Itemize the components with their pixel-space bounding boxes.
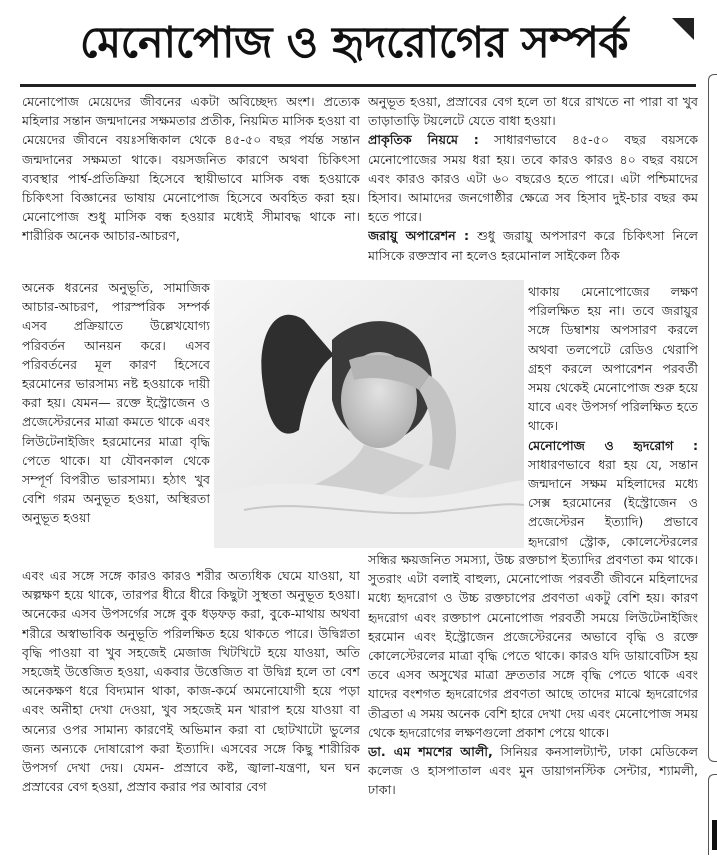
article-column-right-top — [368, 92, 698, 282]
paragraph-natural — [368, 130, 698, 226]
article-column-left-bottom — [22, 566, 360, 856]
article-column-left-top — [22, 92, 360, 278]
article-column-left-wrap — [22, 278, 210, 566]
paragraph-symptoms-continued: অনুভূত হওয়া, প্রস্রাবের বেগ হলে তা ধরে রাখতে না পারা বা খুব তাড়াতাড়ি টয়লেটে যেতে বাধা হওয়া। — [368, 94, 698, 129]
paragraph-uterus — [368, 226, 698, 264]
paragraph-heart — [528, 436, 698, 550]
headline-rule — [20, 84, 696, 87]
subheading-uterus-operation: জরায়ু অপারেশন : — [368, 228, 470, 244]
subheading-menopause-heart: মেনোপোজ ও হৃদরোগ : — [528, 437, 698, 453]
article-column-right-bottom — [368, 550, 698, 856]
adjacent-article-border — [708, 74, 717, 762]
woman-in-bed-illustration — [214, 280, 524, 548]
paragraph-intro: মেনোপোজ মেয়েদের জীবনের একটা অবিচ্ছেদ্য অংশ। প্রত্যেক মহিলার সন্তান জন্মদানের সক্ষমতার প্রতীক, নিয়মিত মাসিক হওয়া বা মেয়েদের জীবনে বয়ঃসন্ধিকাল থেকে ৪৫-৫০ বছর পর্যন্ত সন্তান জন্মদানের সক্ষমতা থাকে। বয়সজনিত কারণে অথবা চিকিৎসা ব্যবস্থার পার্শ্ব-প্রতিক্রিয়া হিসেবে স্থায়ীভাবে মাসিক বন্ধ হওয়াকে চিকিৎসা বিজ্ঞানের ভাষায় মেনোপোজ হিসেবে অবহিত করা হয়। মেনোপোজ শুধু মাসিক বন্ধ হওয়ার মধ্যেই সীমাবদ্ধ থাকে না। শারীরিক অনেক আচার-আচরণ, — [22, 94, 360, 244]
article-column-right-wrap — [528, 282, 698, 550]
article-headline: মেনোপোজ ও হৃদরোগের সম্পর্ক — [79, 18, 629, 68]
page-fold-corner — [672, 18, 694, 40]
paragraph-symptoms: এবং এর সঙ্গে সঙ্গে কারও কারও শরীর অত্যধিক ঘেমে যাওয়া, যা অল্পক্ষণ হয়ে থাকে, তারপর ধীরে ধীরে কিছুটা সুস্থতা অনুভূত হওয়া। অনেকের এসব উপসর্গের সঙ্গে বুক ধড়ফড় করা, বুকে-মাথায় অথবা শরীরে অস্বাভাবিক অনুভূতি পরিলক্ষিত হয়ে থাকতে পারে। উদ্বিগ্নতা বৃদ্ধি পাওয়া বা খুব সহজেই মেজাজ খিটখিটে হয়ে যাওয়া, অতি সহজেই উত্তেজিত হওয়া, একবার উত্তেজিত বা উদ্বিগ্ন হলে তা বেশ অনেকক্ষণ ধরে বিদ্যমান থাকা, কাজ-কর্মে অমনোযোগী হয়ে পড়া এবং অনীহা দেখা দেওয়া, খুব সহজেই মন খারাপ হয়ে যাওয়া বা অন্যের ওপর সামান্য কারণেই অভিমান করা বা ছোটখাটো ভুলের জন্য অন্যকে দোষারোপ করা ইত্যাদি। এসবের সঙ্গে কিছু শারীরিক উপসর্গ দেখা দেয়। যেমন- প্রস্রাবে কষ্ট, জ্বালা-যন্ত্রণা, ঘন ঘন প্রস্রাবের বেগ হওয়া, প্রস্রাব করার পর আবার বেগ — [22, 568, 360, 795]
article-photo — [214, 280, 524, 548]
subheading-natural: প্রাকৃতিক নিয়মে : — [368, 132, 479, 148]
uterus-text: শুধু জরায়ু অপসারণ করে চিকিৎসা নিলে মাসিকে রক্তস্রাব না হলেও হরমোনাল সাইকেল ঠিক — [368, 228, 698, 263]
natural-text: সাধারণভাবে ৪৫-৫০ বছর বয়সকে মেনোপোজের সময় ধরা হয়। তবে কারও কারও ৪০ বছর বয়সে এবং কারও কারও এটা ৬০ বছরেও হতে পারে। এটা পশ্চিমাদের হিসাব। আমাদের জনগোষ্ঠীর ক্ষেত্রে সব হিসাব দুই-চার বছর কম হতে পারে। — [368, 132, 698, 225]
paragraph-uterus-continued: থাকায় মেনোপোজের লক্ষণ পরিলক্ষিত হয় না। তবে জরায়ুর সঙ্গে ডিম্বাশয় অপসারণ করলে অথবা তলপেটে রেডিও থেরাপি গ্রহণ করলে অপারেশন পরবর্তী সময় থেকেই মেনোপোজ শুরু হয়ে যাবে এবং উপসর্গ পরিলক্ষিত হতে থাকে। — [528, 284, 698, 434]
author-credit — [368, 742, 698, 800]
adjacent-article-block — [712, 820, 717, 850]
author-name: ডা. এম শমশের আলী, — [368, 744, 493, 760]
author-details: সিনিয়র কনসালট্যান্ট, ঢাকা মেডিকেল কলেজ ও হাসপাতাল এবং মুন ডায়াগনস্টিক সেন্টার, শ্যামলী, ঢাকা। — [368, 744, 698, 798]
paragraph-hormone-change: অনেক ধরনের অনুভূতি, সামাজিক আচার-আচরণ, পারস্পরিক সম্পর্ক এসব প্রক্রিয়াতে উল্লেখযোগ্য পরিবর্তন আনয়ন করে। এসব পরিবর্তনের মূল কারণ হিসেবে হরমোনের ভারসাম্য নষ্ট হওয়াকে দায়ী করা হয়। যেমন— রক্তে ইস্ট্রোজেন ও প্রজেস্টেরনের মাত্রা কমতে থাকে এবং লিউটেনাইজিং হরমোনের মাত্রা বৃদ্ধি পেতে থাকে। যা যৌবনকাল থেকে সম্পূর্ণ বিপরীত ভারসাম্য। হঠাৎ খুব বেশি গরম অনুভূত হওয়া, অস্থিরতা অনুভূত হওয়া — [22, 280, 210, 526]
heart-text: সাধারণভাবে ধরা হয় যে, সন্তান জন্মদানে সক্ষম মহিলাদের মধ্যে সেক্স হরমোনের (ইস্ট্রোজেন ও প্রজেস্টেরন ইত্যাদি) প্রভাবে হৃদরোগ স্ট্রোক, কোলেস্টেরলের — [528, 456, 698, 549]
paragraph-heart-continued: সন্ধির ক্ষয়জনিত সমস্যা, উচ্চ রক্তচাপ ইত্যাদির প্রবণতা কম থাকে। সুতরাং এটা বলাই বাহুল্য, মেনোপোজ পরবর্তী জীবনে মহিলাদের মধ্যে হৃদরোগ ও উচ্চ রক্তচাপের প্রবণতা একটু বেশি হয়। কারণ হৃদরোগ এবং রক্তচাপ মেনোপোজ পরবর্তী সময়ে লিউটেনাইজিং হরমোন এবং ইস্ট্রোজেন প্রজেস্টেরনের অভাবে বৃদ্ধি ও রক্তে কোলেস্টেরলের মাত্রা বৃদ্ধি পেতে থাকে। কারও যদি ডায়াবেটিস হয় তবে এসব অসুখের মাত্রা দ্রুততার সঙ্গে বৃদ্ধি পেতে থাকে এবং যাদের বংশগত হৃদরোগের প্রবণতা আছে তাদের মাঝে হৃদরোগের তীব্রতা এ সময় অনেক বেশি হারে দেখা দেয় এবং মেনোপোজ সময় থেকে হৃদরোগের লক্ষণগুলো প্রকাশ পেয়ে থাকে। — [368, 552, 698, 740]
